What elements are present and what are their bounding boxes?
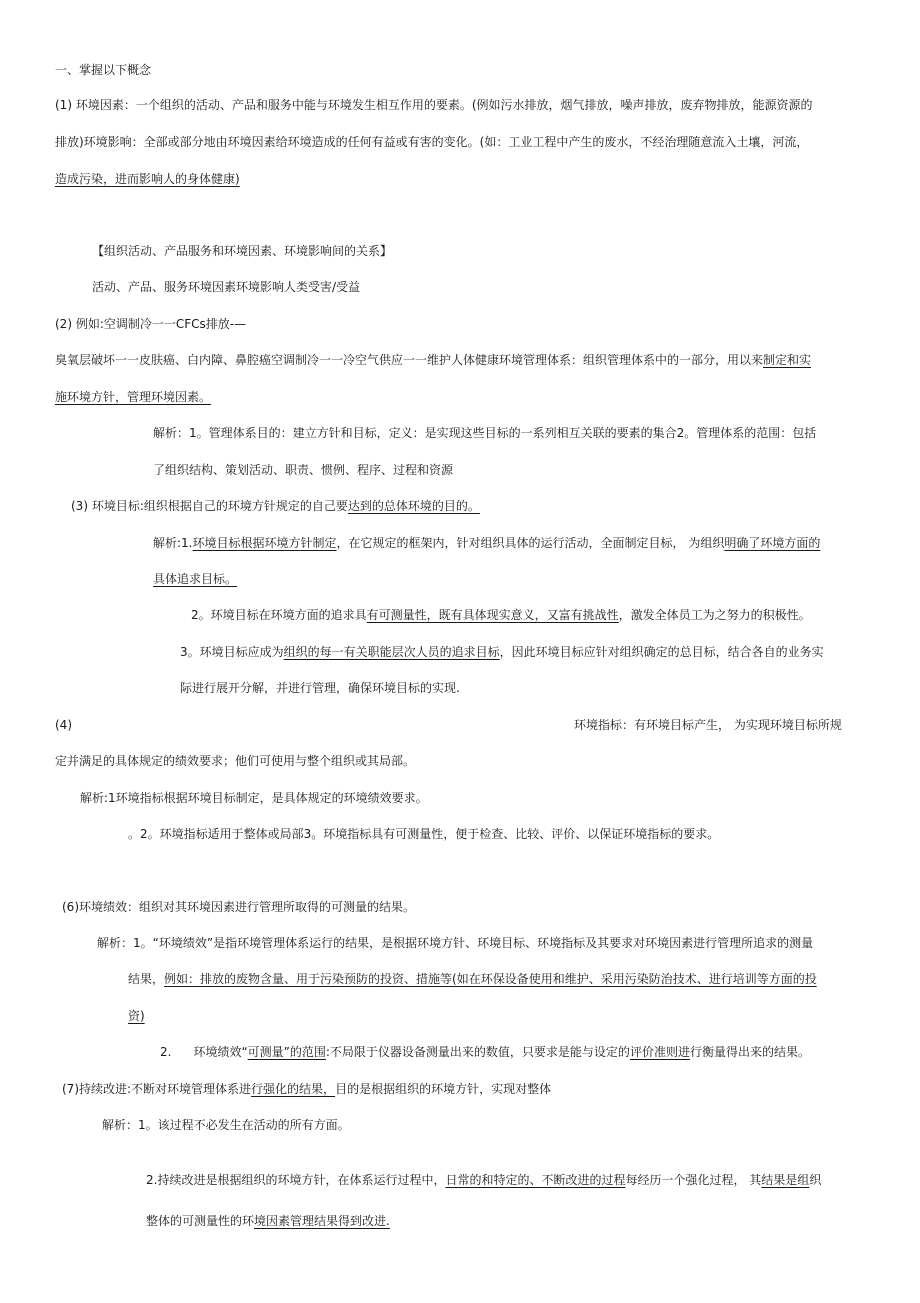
underline-text: 结果是组	[761, 1173, 810, 1187]
concept-3-analysis-3	[180, 643, 824, 661]
concept-2-underline: 制定和实	[763, 353, 812, 367]
underline-text: 明确了环境方面的	[724, 536, 821, 550]
analysis-text: 每经历一个强化过程， 其	[625, 1173, 762, 1187]
concept-3-analysis-2	[191, 606, 811, 624]
concept-2-line-2	[55, 351, 811, 369]
analysis-text: 2。环境目标在环境方面的追求具	[191, 608, 367, 622]
relation-title: 【组织活动、产品服务和环境因素、环境影响间的关系】	[92, 244, 393, 258]
analysis-text: ，因此环境目标应针对组织确定的总目标，结合各自的业务实	[499, 645, 824, 659]
analysis-text: 行衡量得出来的结果。	[689, 1045, 810, 1059]
underline-text: 行强化的结果，	[251, 1082, 336, 1096]
analysis-text: ，在它规定的框架内，针对组织具体的运行活动，全面制定目标， 为组织	[336, 536, 725, 550]
concept-2-line-1: (2) 例如:空调制冷一一CFCs排放-—	[55, 317, 247, 331]
underline-text: 例如：排放的废物含量、用于污染预防的投资、措施等(如在环保设备使用和维护、采用污染防治技术、进行培训等方面的投	[164, 972, 817, 986]
concept-3-text: (3) 环境目标:组织根据自己的环境方针规定的自己要	[71, 499, 348, 513]
concept-4-line-2: 定并满足的具体规定的绩效要求；他们可使用与整个组织或其局部。	[55, 754, 416, 768]
underline-text: 日常的和特定的、不断改进的过程	[445, 1173, 626, 1187]
analysis-text: 结果，	[128, 972, 165, 986]
analysis-text: 织	[809, 1173, 822, 1187]
analysis-text: 环境绩效“	[193, 1045, 248, 1059]
underline-text: 可测量”的范围	[247, 1045, 326, 1059]
analysis-text: 3。环境目标应成为	[180, 645, 284, 659]
concept-4-line-1: 环境指标：有环境目标产生， 为实现环境目标所规	[574, 718, 842, 732]
concept-7-line-1	[62, 1080, 551, 1098]
analysis-text: 2.持续改进是根据组织的环境方针，在体系运行过程中，	[146, 1173, 446, 1187]
section-heading: 一、掌握以下概念	[55, 63, 152, 77]
concept-3-analysis-3-cont: 际进行展开分解，并进行管理，确保环境目标的实现.	[180, 681, 460, 695]
underline-text: 环境目标根据环境方针制定	[192, 536, 337, 550]
concept-2-analysis-line-2: 了组织结构、策划活动、职责、惯例、程序、过程和资源	[153, 463, 454, 477]
item-number: 2.	[160, 1045, 172, 1059]
concept-6-line-1: (6)环境绩效：组织对其环境因素进行管理所取得的可测量的结果。	[62, 900, 416, 914]
concept-7-text: (7)持续改进:不断对环境管理体系进	[62, 1082, 252, 1096]
concept-3-underline: 达到的总体环境的目的。	[347, 499, 480, 513]
underline-text: 境因素管理结果得到改进.	[254, 1214, 390, 1228]
concept-1-line-3: 造成污染，进而影响人的身体健康)	[55, 172, 240, 186]
concept-7-analysis-2	[146, 1171, 821, 1189]
concept-1-line-1: (1) 环境因素：一个组织的活动、产品和服务中能与环境发生相互作用的要素。(例如污水排放，烟气排放，噪声排放，废弃物排放，能源资源的	[55, 98, 813, 112]
concept-4-analysis-1: 解析:1环境指标根据环境目标制定，是具体规定的环境绩效要求。	[80, 791, 428, 805]
analysis-text: ，激发全体员工为之努力的积极性。	[618, 608, 811, 622]
analysis-text: 整体的可测量性的环	[146, 1214, 255, 1228]
concept-1-line-2: 排放)环境影响：全部或部分地由环境因素给环境造成的任何有益或有害的变化。(如：工业工程中产生的废水，不经治理随意流入土壤，河流，	[55, 135, 809, 149]
concept-2-text: 臭氧层破坏一一皮肤癌、白内障、鼻腔癌空调制冷一一冷空气供应一一维护人体健康环境管理体系：组织管理体系中的一部分，用以来	[55, 353, 764, 367]
concept-6-analysis-1: 解析：1。“环境绩效”是指环境管理体系运行的结果，是根据环境方针、环境目标、环境指标及其要求对环境因素进行管理所追求的测量	[97, 936, 814, 950]
concept-7-text: 目的是根据组织的环境方针，实现对整体	[335, 1082, 552, 1096]
concept-7-analysis-2-cont	[146, 1212, 390, 1230]
concept-6-analysis-1-end: 资)	[128, 1009, 145, 1023]
concept-6-analysis-2	[160, 1043, 810, 1061]
relation-chain: 活动、产品、服务环境因素环境影响人类受害/受益	[92, 280, 361, 294]
concept-4-number: (4)	[55, 718, 72, 732]
analysis-label: 解析:1.	[153, 536, 193, 550]
analysis-text: :不局限于仪器设备测量出来的数值，只要求是能与设定的	[325, 1045, 630, 1059]
concept-3-analysis-1	[153, 534, 820, 552]
concept-7-analysis-1: 解析：1。该过程不必发生在活动的所有方面。	[102, 1118, 350, 1132]
concept-6-analysis-1-cont	[128, 970, 817, 988]
underline-text: 评价准则进	[629, 1045, 690, 1059]
underline-text: 有可测量性，既有具体现实意义，又富有挑战性	[366, 608, 619, 622]
underline-text: 组织的每一有关职能层次人员的追求目标	[283, 645, 500, 659]
concept-3-analysis-1-cont: 具体追求目标。	[153, 572, 238, 586]
concept-3-line-1	[71, 497, 480, 515]
concept-2-line-3: 施环境方针，管理环境因素。	[55, 390, 212, 404]
concept-4-analysis-2: 。2。环境指标适用于整体或局部3。环境指标具有可测量性，便于检查、比较、评价、以保证环境指标的要求。	[128, 827, 720, 841]
concept-2-analysis-line-1: 解析：1。管理体系目的：建立方针和目标，定义：是实现这些目标的一系列相互关联的要素的集合2。管理体系的范围：包括	[153, 426, 817, 440]
